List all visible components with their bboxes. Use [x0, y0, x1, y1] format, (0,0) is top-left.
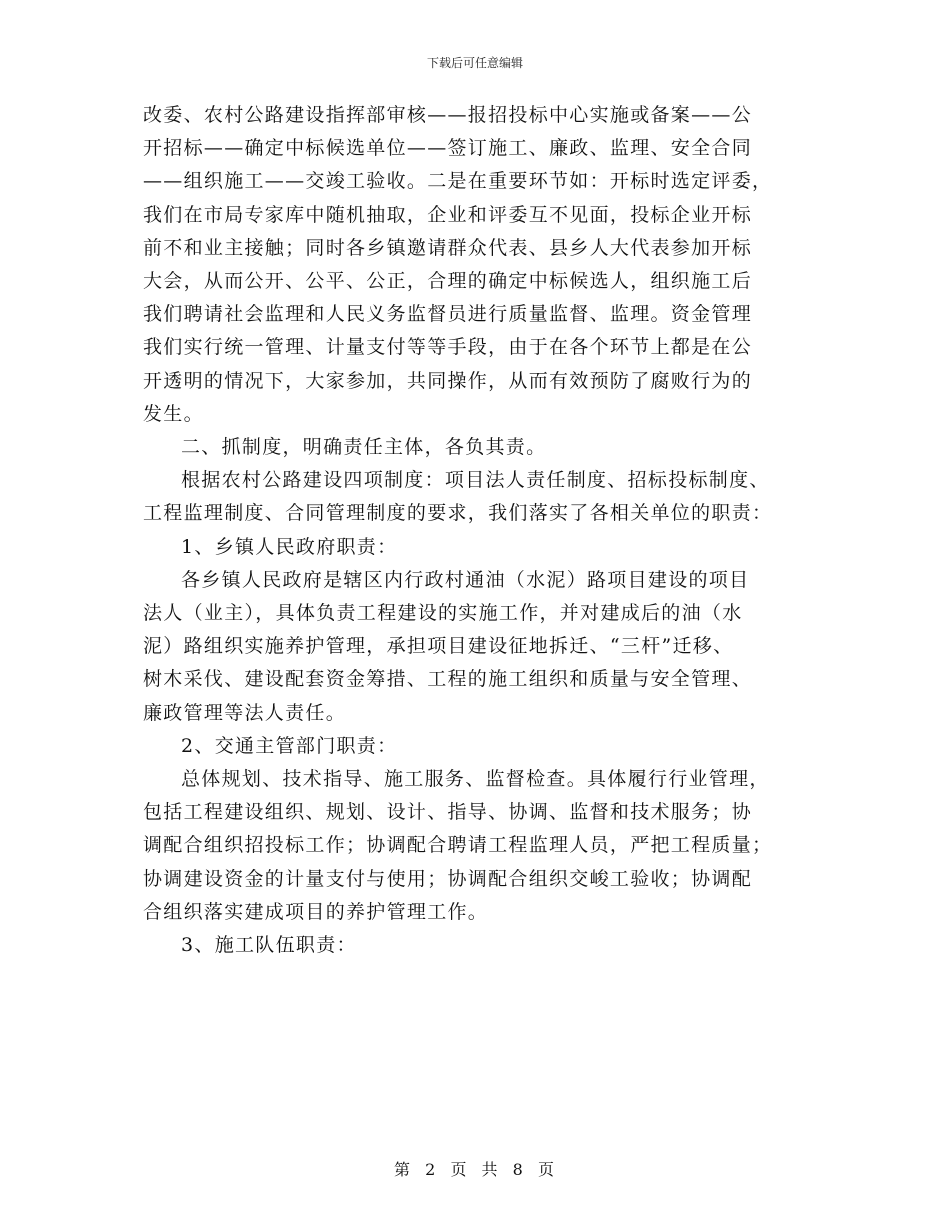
text-line: 调配合组织招投标工作；协调配合聘请工程监理人员，严把工程质量；: [143, 834, 773, 857]
document-body: [143, 99, 811, 962]
text-line: 廉政管理等法人责任。: [143, 701, 347, 724]
text-line: 包括工程建设组织、规划、设计、指导、协调、监督和技术服务；协: [143, 801, 753, 824]
text-line: 泥）路组织实施养护管理，承担项目建设征地拆迁、“三杆”迁移、: [143, 635, 734, 658]
text-line: ——组织施工——交竣工验收。二是在重要环节如：开标时选定评委，: [143, 170, 773, 193]
item-3-title: 3、施工队伍职责：: [181, 934, 357, 957]
page-number: 2: [425, 1160, 438, 1179]
text-line: 前不和业主接触；同时各乡镇邀请群众代表、县乡人大代表参加开标: [143, 236, 753, 259]
footer-suffix: 页: [537, 1160, 556, 1179]
item-2-paragraph: [143, 763, 811, 929]
item-1-title: 1、乡镇人民政府职责：: [181, 535, 398, 558]
text-line: 开招标——确定中标候选单位——签订施工、廉政、监理、安全合同: [143, 137, 753, 160]
text-line: 改委、农村公路建设指挥部审核——报招投标中心实施或备案——公: [143, 104, 753, 126]
footer-page-word: 页: [450, 1160, 469, 1179]
text-line: 开透明的情况下，大家参加，共同操作，从而有效预防了腐败行为的: [143, 369, 753, 392]
text-line: 根据农村公路建设四项制度：项目法人责任制度、招标投标制度、: [181, 469, 770, 492]
text-line: 树木采伐、建设配套资金筹措、工程的施工组织和质量与安全管理、: [143, 668, 753, 691]
section-heading-2: 二、抓制度，明确责任主体，各负其责。: [181, 436, 547, 459]
text-line: 发生。: [143, 402, 204, 425]
text-line: 大会，从而公开、公平、公正，合理的确定中标候选人，组织施工后: [143, 270, 753, 293]
footer-prefix: 第: [394, 1160, 413, 1179]
page-footer: [0, 1157, 950, 1180]
footer-total-label: 共: [481, 1160, 500, 1179]
text-line: 各乡镇人民政府是辖区内行政村通油（水泥）路项目建设的项目: [181, 568, 750, 591]
paragraph-1: [143, 99, 811, 431]
text-line: 总体规划、技术指导、施工服务、监督检查。具体履行行业管理，: [181, 768, 770, 791]
text-line: 合组织落实建成项目的养护管理工作。: [143, 900, 489, 923]
text-line: 法人（业主），具体负责工程建设的实施工作，并对建成后的油（水: [143, 602, 743, 625]
paragraph-2: [143, 464, 811, 530]
text-line: 我们聘请社会监理和人民义务监督员进行质量监督、监理。资金管理: [143, 303, 753, 326]
text-line: 我们实行统一管理、计量支付等等手段，由于在各个环节上都是在公: [143, 336, 753, 359]
item-1-paragraph: [143, 564, 811, 730]
text-line: 我们在市局专家库中随机抽取，企业和评委互不见面，投标企业开标: [143, 203, 753, 226]
item-2-title: 2、交通主管部门职责：: [181, 734, 398, 757]
total-pages: 8: [512, 1160, 525, 1179]
text-line: 工程监理制度、合同管理制度的要求，我们落实了各相关单位的职责：: [143, 502, 773, 525]
text-line: 协调建设资金的计量支付与使用；协调配合组织交峻工验收；协调配: [143, 867, 753, 890]
page-header: 下载后可任意编辑: [426, 56, 523, 70]
